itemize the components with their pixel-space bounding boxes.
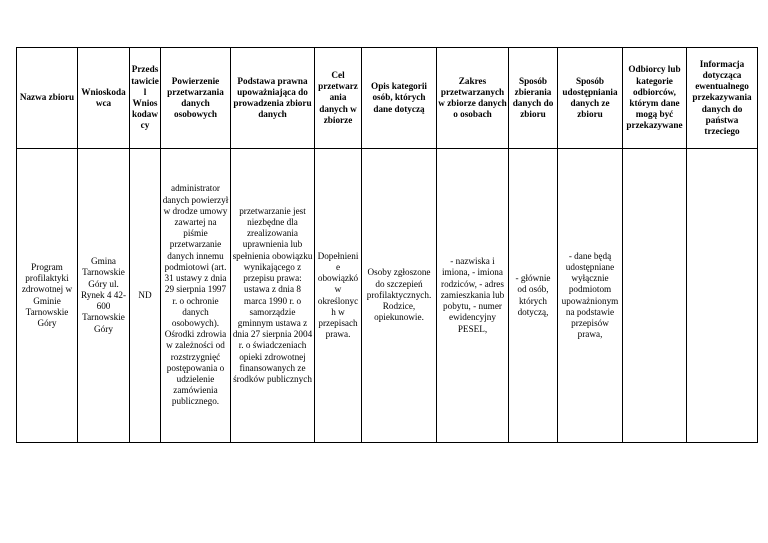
header-cell-przedstawiciel: Przedstawiciel Wnioskodawcy [130, 48, 161, 149]
cell-przedstawiciel: ND [130, 149, 161, 443]
cell-podstawa-prawna: przetwarzanie jest niezbędne dla zrealizowania uprawnienia lub spełnienia obowiązku wynikającego z przepisu prawa: ustawa z dnia 8 marca 1990 r. o samorządzie gminnym ustawa z dnia 27 sierpnia 2004 r. o świadczeniach opieki zdrowotnej finansowanych ze środków publicznych [231, 149, 315, 443]
header-cell-panstwo-trzecie: Informacja dotycząca ewentualnego przekazywania danych do państwa trzeciego [687, 48, 758, 149]
header-cell-nazwa-zbioru: Nazwa zbioru [17, 48, 78, 149]
cell-zakres: - nazwiska i imiona, - imiona rodziców, - adres zamieszkania lub pobytu, - numer ewidencyjny PESEL, [437, 149, 509, 443]
header-row [17, 48, 758, 149]
cell-powierzenie: administrator danych powierzył w drodze umowy zawartej na piśmie przetwarzanie danych innemu podmiotowi (art. 31 ustawy z dnia 29 sierpnia 1997 r. o ochronie danych osobowych). Ośrodki zdrowia w zależności od rozstrzygnięć postępowania o udzielenie zamówienia publicznego. [161, 149, 231, 443]
header-cell-sposob-zbierania: Sposób zbierania danych do zbioru [509, 48, 558, 149]
cell-cel: Dopełnienie obowiązków określonych w przepisach prawa. [315, 149, 362, 443]
header-cell-zakres: Zakres przetwarzanych w zbiorze danych o osobach [437, 48, 509, 149]
header-cell-powierzenie: Powierzenie przetwarzania danych osobowych [161, 48, 231, 149]
cell-nazwa-zbioru: Program profilaktyki zdrowotnej w Gminie Tarnowskie Góry [17, 149, 78, 443]
header-cell-odbiorcy: Odbiorcy lub kategorie odbiorców, którym dane mogą być przekazywane [623, 48, 687, 149]
cell-sposob-zbierania: - głównie od osób, których dotyczą, [509, 149, 558, 443]
header-cell-podstawa-prawna: Podstawa prawna upoważniająca do prowadzenia zbioru danych [231, 48, 315, 149]
header-cell-cel: Cel przetwarzania danych w zbiorze [315, 48, 362, 149]
header-cell-sposob-udostepniania: Sposób udostępniania danych ze zbioru [558, 48, 623, 149]
cell-odbiorcy [623, 149, 687, 443]
table-row [17, 149, 758, 443]
data-register-table [16, 47, 758, 443]
cell-sposob-udostepniania: - dane będą udostępniane wyłącznie podmiotom upoważnionym na podstawie przepisów prawa, [558, 149, 623, 443]
cell-wnioskodawca: Gmina Tarnowskie Góry ul. Rynek 4 42-600 Tarnowskie Góry [78, 149, 130, 443]
cell-opis-kategorii: Osoby zgłoszone do szczepień profilaktycznych. Rodzice, opiekunowie. [362, 149, 437, 443]
header-cell-wnioskodawca: Wnioskodawca [78, 48, 130, 149]
header-cell-opis-kategorii: Opis kategorii osób, których dane dotyczą [362, 48, 437, 149]
cell-panstwo-trzecie [687, 149, 758, 443]
